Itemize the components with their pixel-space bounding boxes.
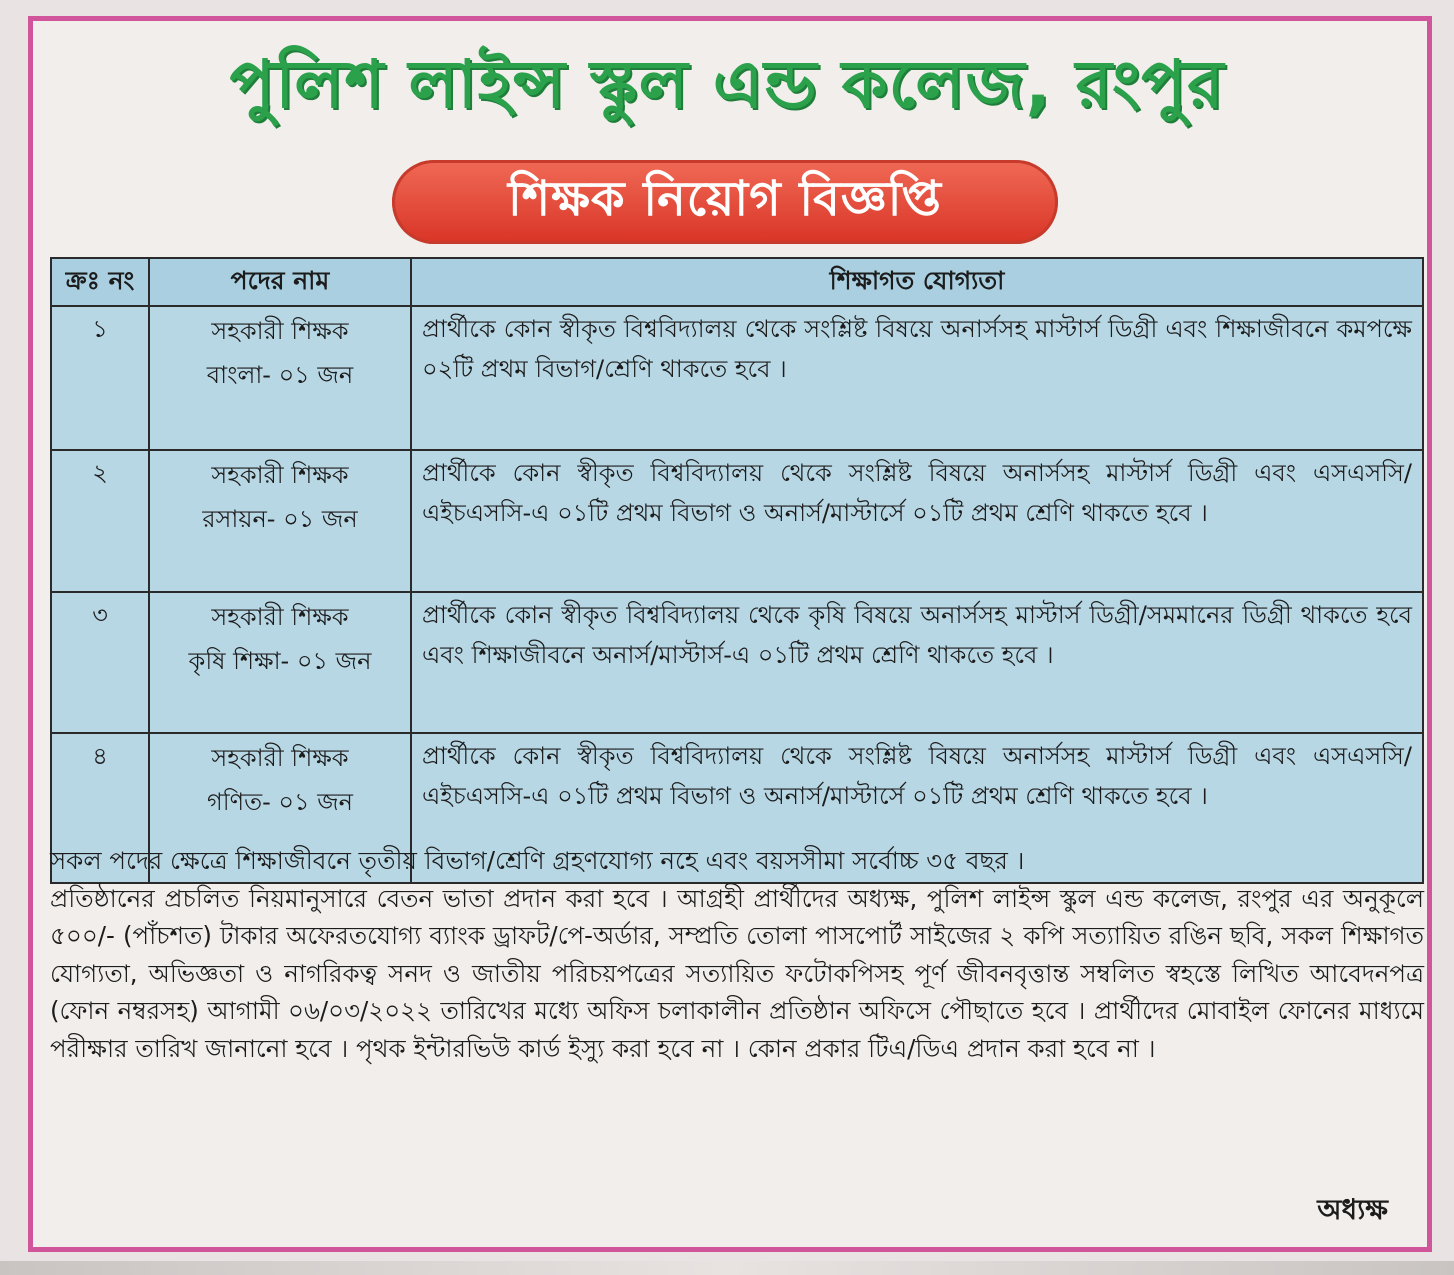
post-title: সহকারী শিক্ষক xyxy=(211,603,349,631)
post-title: সহকারী শিক্ষক xyxy=(211,317,349,345)
post-title: সহকারী শিক্ষক xyxy=(211,461,349,489)
post-subject: কৃষি শিক্ষা- ০১ জন xyxy=(188,647,372,675)
notice-title-badge xyxy=(392,160,1058,244)
qualification-cell: প্রার্থীকে কোন স্বীকৃত বিশ্ববিদ্যালয় থেকে কৃষি বিষয়ে অনার্সসহ মাস্টার্স ডিগ্রী/সমমানের ডিগ্রী থাকতে হবে এবং শিক্ষাজীবনে অনার্স/মাস্টার্স-এ ০১টি প্রথম শ্রেণি থাকতে হবে । xyxy=(411,592,1423,733)
qualification-cell: প্রার্থীকে কোন স্বীকৃত বিশ্ববিদ্যালয় থেকে সংশ্লিষ্ট বিষয়ে অনার্সসহ মাস্টার্স ডিগ্রী এবং এসএসসি/এইচএসসি-এ ০১টি প্রথম বিভাগ ও অনার্স/মাস্টার্সে ০১টি প্রথম শ্রেণি থাকতে হবে । xyxy=(411,450,1423,592)
posts-table xyxy=(50,257,1424,884)
table-row xyxy=(51,306,1423,450)
notice-body xyxy=(50,842,1424,1067)
qualification-cell: প্রার্থীকে কোন স্বীকৃত বিশ্ববিদ্যালয় থেকে সংশ্লিষ্ট বিষয়ে অনার্সসহ মাস্টার্স ডিগ্রী এবং শিক্ষাজীবনে কমপক্ষে ০২টি প্রথম বিভাগ/শ্রেণি থাকতে হবে । xyxy=(411,306,1423,450)
post-cell xyxy=(149,306,411,450)
post-title: সহকারী শিক্ষক xyxy=(211,744,349,772)
institution-title: পুলিশ লাইন্স স্কুল এন্ড কলেজ, রংপুর xyxy=(229,46,1225,123)
post-subject: বাংলা- ০১ জন xyxy=(206,361,354,389)
application-instructions: প্রতিষ্ঠানের প্রচলিত নিয়মানুসারে বেতন ভাতা প্রদান করা হবে । আগ্রহী প্রার্থীদের অধ্যক্ষ, পুলিশ লাইন্স স্কুল এন্ড কলেজ, রংপুর এর অনুকূলে ৫০০/- (পাঁচশত) টাকার অফেরতযোগ্য ব্যাংক ড্রাফট/পে-অর্ডার, সম্প্রতি তোলা পাসপোর্ট সাইজের ২ কপি সত্যায়িত রঙিন ছবি, সকল শিক্ষাগত যোগ্যতা, অভিজ্ঞতা ও নাগরিকত্ব সনদ ও জাতীয় পরিচয়পত্রের সত্যায়িত ফটোকপিসহ পূর্ণ জীবনবৃত্তান্ত সম্বলিত স্বহস্তে লিখিত আবেদনপত্র (ফোন নম্বরসহ) আগামী ০৬/০৩/২০২২ তারিখের মধ্যে অফিস চলাকালীন প্রতিষ্ঠান অফিসে পৌছাতে হবে । প্রার্থীদের মোবাইল ফোনের মাধ্যমে পরীক্ষার তারিখ জানানো হবে । পৃথক ইন্টারভিউ কার্ড ইস্যু করা হবে না । কোন প্রকার টিএ/ডিএ প্রদান করা হবে না । xyxy=(50,883,1424,1063)
page-bottom-edge xyxy=(0,1261,1454,1275)
qualification-cell: প্রার্থীকে কোন স্বীকৃত বিশ্ববিদ্যালয় থেকে সংশ্লিষ্ট বিষয়ে অনার্সসহ মাস্টার্স ডিগ্রী এবং এসএসসি/এইচএসসি-এ ০১টি প্রথম বিভাগ ও অনার্স/মাস্টার্সে ০১টি প্রথম শ্রেণি থাকতে হবে । xyxy=(411,733,1423,883)
post-cell xyxy=(149,592,411,733)
signature: অধ্যক্ষ xyxy=(1317,1193,1388,1226)
table-header-row xyxy=(51,258,1423,306)
serial-cell: ২ xyxy=(51,450,149,592)
table-row xyxy=(51,450,1423,592)
table-row xyxy=(51,592,1423,733)
header-post-name: পদের নাম xyxy=(149,258,411,306)
serial-cell: ৩ xyxy=(51,592,149,733)
serial-cell: ৪ xyxy=(51,733,149,883)
post-cell xyxy=(149,450,411,592)
serial-cell: ১ xyxy=(51,306,149,450)
header-serial: ক্রঃ নং xyxy=(51,258,149,306)
eligibility-note: সকল পদের ক্ষেত্রে শিক্ষাজীবনে তৃতীয় বিভাগ/শ্রেণি গ্রহণযোগ্য নহে এবং বয়সসীমা সর্বোচ্চ ৩৫ বছর । xyxy=(50,846,1025,875)
notice-title: শিক্ষক নিয়োগ বিজ্ঞপ্তি xyxy=(508,170,942,227)
post-subject: গণিত- ০১ জন xyxy=(206,788,353,816)
post-subject: রসায়ন- ০১ জন xyxy=(202,505,358,533)
header-qualification: শিক্ষাগত যোগ্যতা xyxy=(411,258,1423,306)
